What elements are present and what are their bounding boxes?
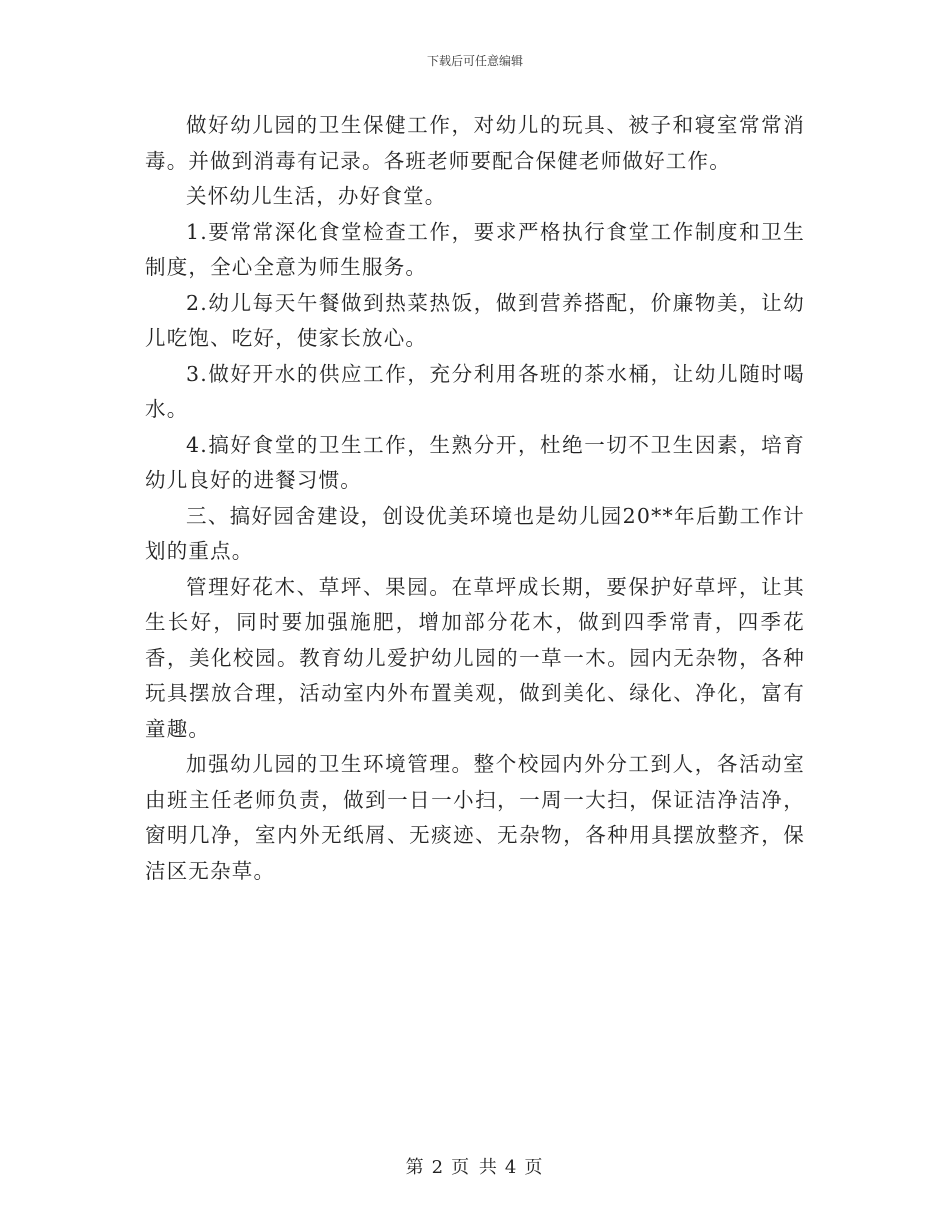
paragraph-hygiene-care: 做好幼儿园的卫生保健工作，对幼儿的玩具、被子和寝室常常消毒。并做到消毒有记录。各班老师要配合保健老师做好工作。 (145, 113, 805, 173)
page-number-current: 2 (431, 1157, 446, 1178)
paragraph-landscaping: 管理好花木、草坪、果园。在草坪成长期，要保护好草坪，让其生长好，同时要加强施肥，增加部分花木，做到四季常青，四季花香，美化校园。教育幼儿爱护幼儿园的一草一木。园内无杂物，各种玩具摆放合理，活动室内外布置美观，做到美化、绿化、净化，富有童趣。 (145, 574, 805, 741)
paragraph-canteen-heading: 关怀幼儿生活，办好食堂。 (186, 184, 447, 208)
footer-middle: 页 共 (451, 1157, 499, 1178)
page-footer (0, 1153, 950, 1179)
footer-suffix: 页 (524, 1157, 545, 1178)
paragraph-item-4: 4.搞好食堂的卫生工作，生熟分开，杜绝一切不卫生因素，培育幼儿良好的进餐习惯。 (145, 432, 805, 492)
document-body (145, 108, 805, 889)
paragraph-item-1: 1.要常常深化食堂检查工作，要求严格执行食堂工作制度和卫生制度，全心全意为师生服务。 (145, 219, 805, 279)
page-header: 下载后可任意编辑 (426, 54, 523, 68)
page-number-total: 4 (504, 1157, 519, 1178)
paragraph-environment: 加强幼儿园的卫生环境管理。整个校园内外分工到人，各活动室由班主任老师负责，做到一日一小扫，一周一大扫，保证洁净洁净，窗明几净，室内外无纸屑、无痰迹、无杂物，各种用具摆放整齐，保洁区无杂草。 (145, 752, 805, 883)
paragraph-section-3: 三、搞好园舍建设，创设优美环境也是幼儿园20**年后勤工作计划的重点。 (145, 503, 805, 563)
paragraph-item-2: 2.幼儿每天午餐做到热菜热饭，做到营养搭配，价廉物美，让幼儿吃饱、吃好，使家长放心。 (145, 290, 805, 350)
footer-prefix: 第 (405, 1157, 426, 1178)
paragraph-item-3: 3.做好开水的供应工作，充分利用各班的茶水桶，让幼儿随时喝水。 (145, 361, 805, 421)
